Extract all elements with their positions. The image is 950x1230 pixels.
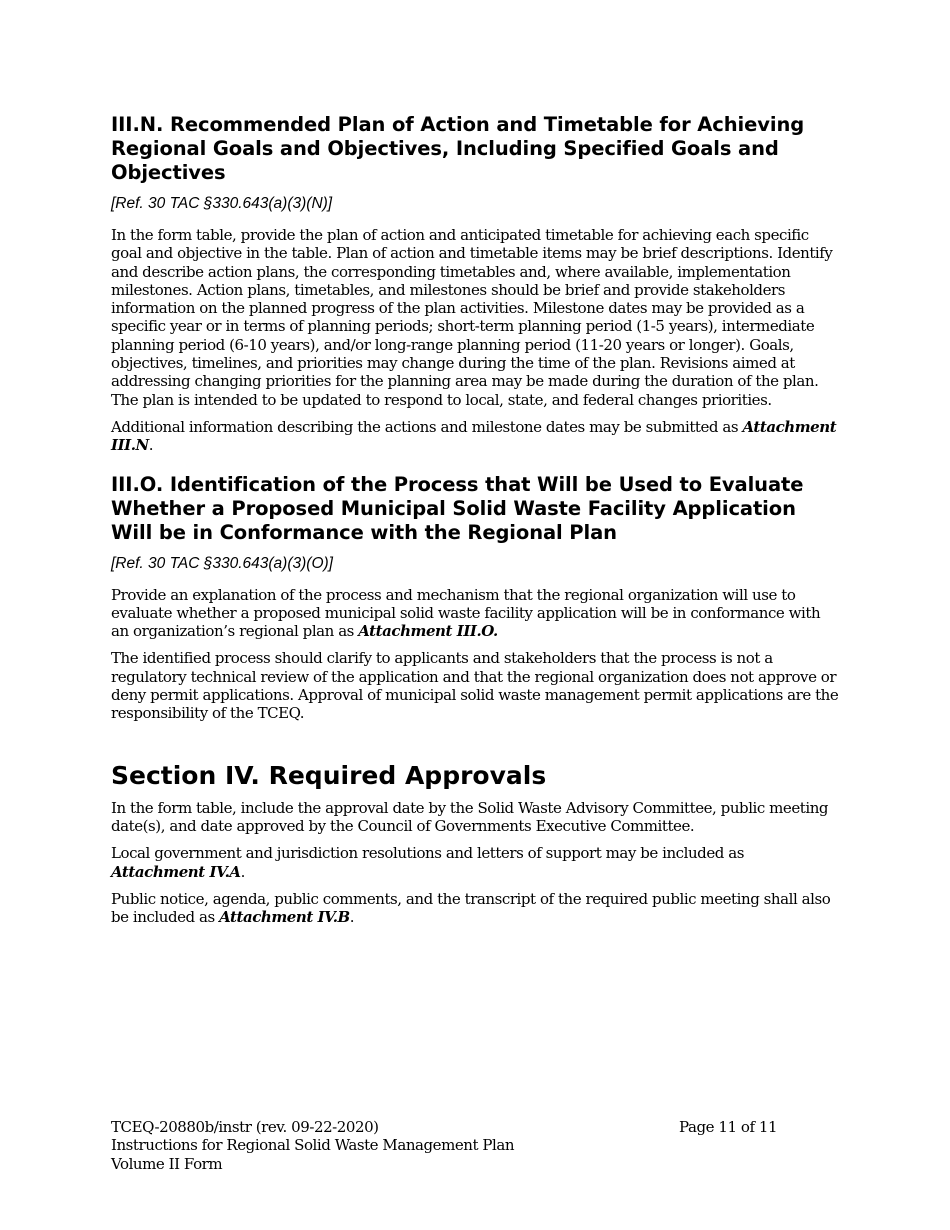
attachment-iii-o-reference: Attachment III.O.	[358, 622, 498, 641]
attachment-iv-b-reference: Attachment IV.B	[219, 908, 350, 927]
section-o-heading: III.O. Identification of the Process that Will be Used to Evaluate Whether a Proposed Municipal Solid Waste Facility Application Will be in Conformance with the Regional Plan	[111, 472, 804, 544]
footer-page-number: Page 11 of 11	[679, 1118, 778, 1136]
footer-form-id: TCEQ-20880b/instr (rev. 09-22-2020)	[111, 1118, 379, 1136]
section-n-heading: III.N. Recommended Plan of Action and Timetable for Achieving Regional Goals and Objectives, Including Specified Goals and Objectives	[111, 113, 805, 184]
footer-title-line-1: Instructions for Regional Solid Waste Management Plan	[111, 1136, 515, 1155]
section-n-paragraph-1: In the form table, provide the plan of action and anticipated timetable for achieving each specific goal and objective in the table. Plan of action and timetable items may be brief descriptions. Identify and describe action plans, the corresponding timetables and, where available, implementation milestones. Action plans, timetables, and milestones should be brief and provide stakeholders information on the planned progress of the plan activities. Milestone dates may be provided as a specific year or in terms of planning periods; short-term planning period (1-5 years), intermediate planning period (6-10 years), and/or long-range planning period (11-20 years or longer). Goals, objectives, timelines, and priorities may change during the time of the plan. Revisions aimed at addressing changing priorities for the planning area may be made during the duration of the plan. The plan is intended to be updated to respond to local, state, and federal changes priorities.	[111, 226, 833, 409]
footer-form-info	[111, 1118, 611, 1173]
section-o-paragraph-2: The identified process should clarify to applicants and stakeholders that the process is not a regulatory technical review of the application and that the regional organization does not approve or deny permit applications. Approval of municipal solid waste management permit applications are the responsibility of the TCEQ.	[111, 649, 839, 723]
attachment-iv-a-reference: Attachment IV.A	[111, 862, 241, 881]
section-iv-paragraph-3-end: .	[349, 908, 355, 927]
section-iv-paragraph-3	[111, 890, 841, 927]
attachment-iii-n-reference: Attachment III.N	[111, 417, 837, 455]
section-iv-paragraph-2-text: Local government and jurisdiction resolutions and letters of support may be included as	[111, 844, 744, 863]
section-o-paragraph-1-text: Provide an explanation of the process and mechanism that the regional organization will use to evaluate whether a proposed municipal solid waste facility application will be in conformance with an organization’s regional plan as	[111, 585, 821, 641]
section-iv-paragraph-2-end: .	[240, 862, 245, 881]
section-iv-paragraph-1: In the form table, include the approval date by the Solid Waste Advisory Committee, public meeting date(s), and date approved by the Council of Governments Executive Committee.	[111, 798, 829, 835]
section-iv-paragraph-2	[111, 844, 841, 881]
section-n-reference: [Ref. 30 TAC §330.643(a)(3)(N)]	[111, 195, 333, 212]
section-o-paragraph-1	[111, 586, 841, 641]
footer-title-line-2: Volume II Form	[111, 1154, 223, 1173]
section-iv-heading: Section IV. Required Approvals	[111, 760, 547, 790]
section-o-reference: [Ref. 30 TAC §330.643(a)(3)(O)]	[111, 554, 333, 572]
section-n-paragraph-2-end: .	[148, 436, 154, 455]
section-n-paragraph-2-text: Additional information describing the actions and milestone dates may be submitted as	[111, 417, 743, 436]
section-n-paragraph-2	[111, 418, 841, 455]
section-iv-paragraph-3-text: Public notice, agenda, public comments, and the transcript of the required public meeting shall also be included as	[111, 889, 831, 927]
document-body	[111, 113, 841, 935]
